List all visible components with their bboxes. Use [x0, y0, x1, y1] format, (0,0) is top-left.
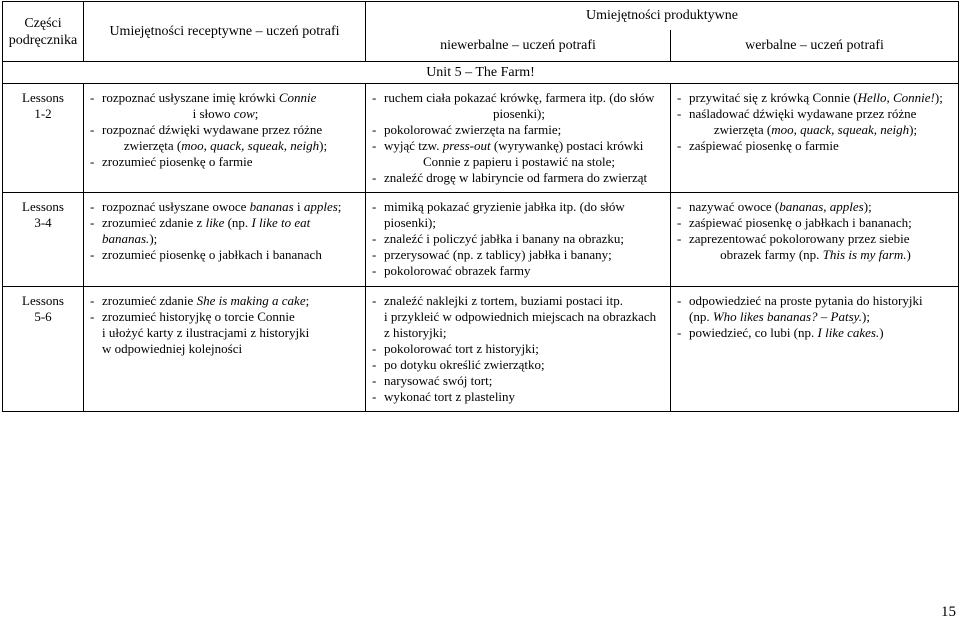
- lesson-label: Lessons 5-6: [3, 287, 84, 412]
- header-receptive: Umiejętności receptywne – uczeń potrafi: [84, 2, 366, 62]
- lesson-label: Lessons 3-4: [3, 193, 84, 287]
- header-verbal: werbalne – uczeń potrafi: [671, 30, 959, 62]
- lesson-label: Lessons 1-2: [3, 84, 84, 193]
- page-number: 15: [941, 604, 956, 620]
- receptive-cell: - rozpoznać usłyszane owoce bananas i apples; - zrozumieć zdanie z like (np. I like to eat bananas.); - zrozumieć piosenkę o jabłkach i bananach: [84, 193, 366, 287]
- header-nonverbal: niewerbalne – uczeń potrafi: [366, 30, 671, 62]
- header-sections: Części podręcznika: [3, 2, 84, 62]
- header-productive: Umiejętności produktywne: [366, 2, 959, 30]
- nonverbal-cell: - znaleźć naklejki z tortem, buziami postaci itp. i przykleić w odpowiednich miejscach na obrazkach z historyjki; - pokolorować tort z historyjki; - po dotyku określić zwierzątko; - narysować swój tort; - wykonać tort z plasteliny: [366, 287, 671, 412]
- verbal-cell: - nazywać owoce (bananas, apples); - zaśpiewać piosenkę o jabłkach i bananach; - zaprezentować pokolorowany przez siebie obrazek farmy (np. This is my farm.): [671, 193, 959, 287]
- curriculum-table: [2, 1, 959, 412]
- receptive-cell: - zrozumieć zdanie She is making a cake; - zrozumieć historyjkę o torcie Connie i ułożyć karty z ilustracjami z historyjki w odpowiedniej kolejności: [84, 287, 366, 412]
- receptive-cell: - rozpoznać usłyszane imię krówki Connie i słowo cow; - rozpoznać dźwięki wydawane przez różne zwierzęta (moo, quack, squeak, neigh); - zrozumieć piosenkę o farmie: [84, 84, 366, 193]
- nonverbal-cell: - mimiką pokazać gryzienie jabłka itp. (do słów piosenki); - znaleźć i policzyć jabłka i banany na obrazku; - przerysować (np. z tablicy) jabłka i banany; - pokolorować obrazek farmy: [366, 193, 671, 287]
- verbal-cell: - odpowiedzieć na proste pytania do historyjki (np. Who likes bananas? – Patsy.); - powiedzieć, co lubi (np. I like cakes.): [671, 287, 959, 412]
- nonverbal-cell: - ruchem ciała pokazać krówkę, farmera itp. (do słów piosenki); - pokolorować zwierzęta na farmie; - wyjąć tzw. press-out (wyrywankę) postaci krówki Connie z papieru i postawić na stole; - znaleźć drogę w labiryncie od farmera do zwierząt: [366, 84, 671, 193]
- unit-title: Unit 5 – The Farm!: [3, 62, 959, 84]
- verbal-cell: - przywitać się z krówką Connie (Hello, Connie!); - naśladować dźwięki wydawane przez różne zwierzęta (moo, quack, squeak, neigh); - zaśpiewać piosenkę o farmie: [671, 84, 959, 193]
